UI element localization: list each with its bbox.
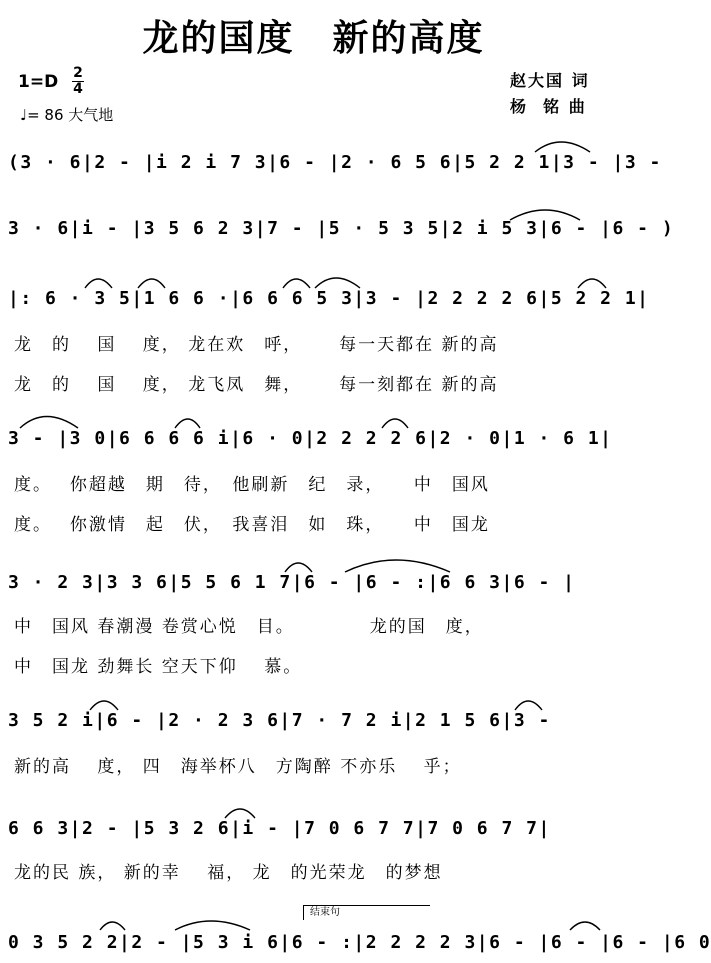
slur-icon [570,922,600,930]
composer-credit: 杨 铭 曲 [510,97,587,116]
lyric-row-4-verse-1: 度。 你超越 期 待， 他刷新 纪 录， 中 国风 [14,475,490,495]
tempo-marking: ♩= 86 大气地 [20,106,114,124]
slur-icon [175,921,250,930]
slur-icon [20,417,78,429]
notation-row-4: 3 - |3 0|6 6 6 6 i|6 · 0|2 2 2 2 6|2 · 0|1 · 6 1| [8,428,613,449]
lyric-row-6-verse-1: 新的高 度， 四 海举杯八 方陶醉 不亦乐 乎； [14,757,462,777]
slur-icon [382,419,408,428]
slur-icon [345,560,450,572]
slur-icon [283,279,310,288]
slur-icon [85,279,112,288]
notation-row-6: 3 5 2 i|6 - |2 · 2 3 6|7 · 7 2 i|2 1 5 6|3 - [8,710,551,731]
slur-icon [90,701,118,710]
slur-icon [225,809,255,818]
slur-icon [175,419,200,428]
meter-top: 2 [73,65,83,81]
notation-row-3: |: 6 · 3 5|1 6 6 ·|6 6 6 5 3|3 - |2 2 2 2 6|5 2 2 1| [8,288,650,309]
lyric-row-5-verse-2: 中 国龙 劲舞长 空天下仰 慕。 [14,657,303,677]
lyric-row-3-verse-1: 龙 的 国 度， 龙在欢 呼， 每一天都在 新的高 [14,335,499,355]
slur-icon [100,922,125,930]
meter-bottom: 4 [73,81,83,97]
slur-icon [138,279,165,288]
slur-icon [578,279,606,288]
lyricist-credit: 赵大国 词 [510,71,590,90]
notation-row-8: 0 3 5 2 2|2 - |5 3 i 6|6 - :|2 2 2 2 3|6 - |6 - |6 - |6 0 [8,932,711,953]
slur-icon [315,278,360,288]
lyric-row-4-verse-2: 度。 你激情 起 伏， 我喜泪 如 珠， 中 国龙 [14,515,490,535]
end-phrase-label: 结束句 [303,905,430,920]
notation-row-5: 3 · 2 3|3 3 6|5 5 6 1 7|6 - |6 - :|6 6 3|6 - | [8,572,576,593]
slur-icon [285,563,312,572]
lyric-row-5-verse-1: 中 国风 春潮漫 卷赏心悦 目。 龙的国 度， [14,617,484,637]
notation-row-7: 6 6 3|2 - |5 3 2 6|i - |7 0 6 7 7|7 0 6 7 7| [8,818,551,839]
notation-row-1: (3 · 6|2 - |i 2 i 7 3|6 - |2 · 6 5 6|5 2 2 1|3 - |3 - [8,152,662,173]
notation-row-2: 3 · 6|i - |3 5 6 2 3|7 - |5 · 5 3 5|2 i 5 3|6 - |6 - ) [8,218,675,239]
song-title: 龙的国度 新的高度 [142,18,485,59]
slur-icon [535,142,590,152]
lyric-row-3-verse-2: 龙 的 国 度， 龙飞凤 舞， 每一刻都在 新的高 [14,375,499,395]
time-signature [72,66,84,97]
key-signature: 1=D [18,72,59,92]
lyric-row-7-verse-1: 龙的民 族， 新的幸 福， 龙 的光荣龙 的梦想 [14,863,443,883]
slur-icon [515,701,542,710]
